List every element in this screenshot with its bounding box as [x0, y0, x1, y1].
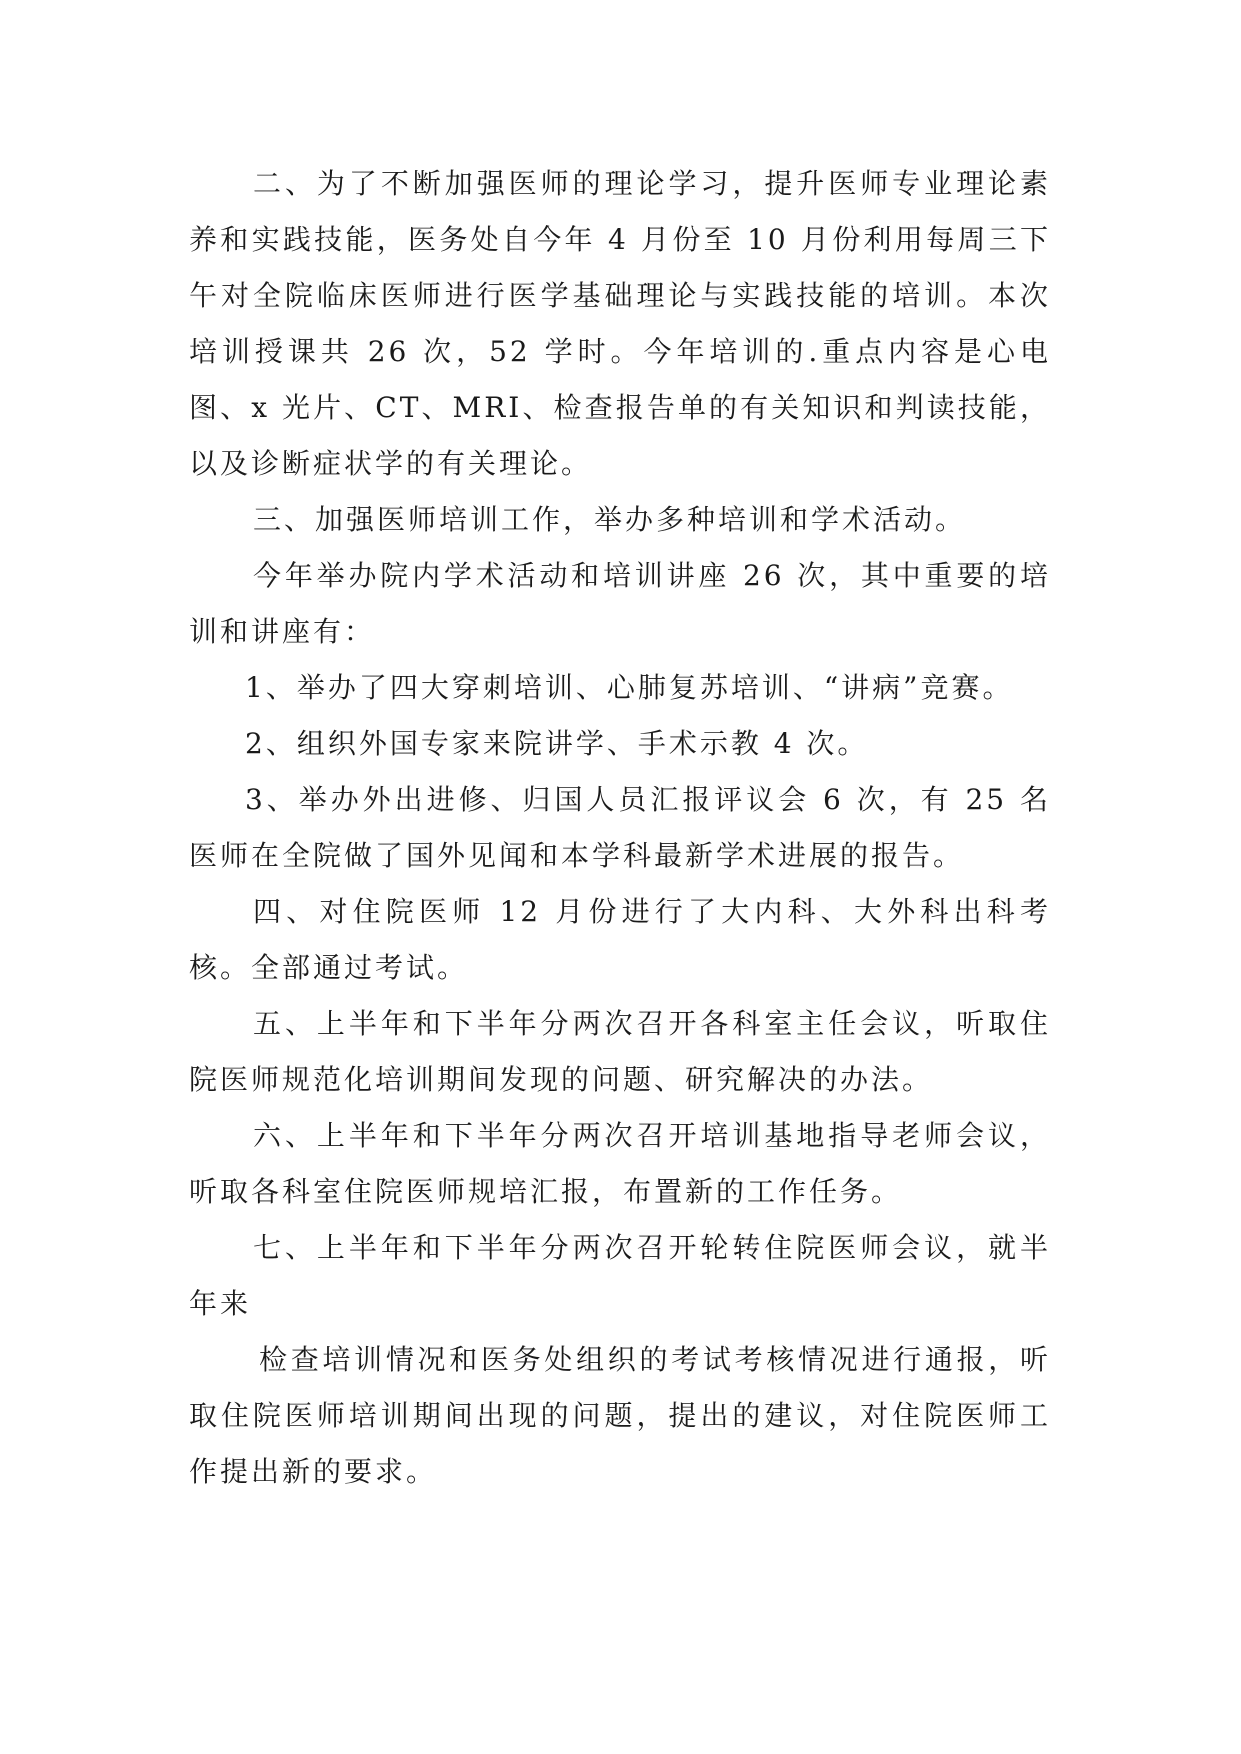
paragraph-4-assessment: 四、对住院医师 12 月份进行了大内科、大外科出科考核。全部通过考试。 [189, 895, 1051, 984]
paragraph-2-training-lectures: 二、为了不断加强医师的理论学习，提升医师专业理论素养和实践技能，医务处自今年 4 月份至 10 月份利用每周三下午对全院临床医师进行医学基础理论与实践技能的培训。本次培训授课共 26 次，52 学时。今年培训的.重点内容是心电图、x 光片、CT、MRI、检查报告单的有关知识和判读技能，以及诊断症状学的有关理论。 [189, 167, 1051, 480]
document-body [189, 156, 1051, 1500]
list-item-3: 3、举办外出进修、归国人员汇报评议会 6 次，有 25 名医师在全院做了国外见闻和本学科最新学术进展的报告。 [189, 783, 1051, 872]
list-item-2: 2、组织外国专家来院讲学、手术示教 4 次。 [245, 727, 869, 760]
paragraph-3-heading: 三、加强医师培训工作，举办多种培训和学术活动。 [253, 503, 967, 536]
paragraph-6-instructor-meetings: 六、上半年和下半年分两次召开培训基地指导老师会议，听取各科室住院医师规培汇报，布置新的工作任务。 [189, 1119, 1051, 1208]
paragraph-5-director-meetings: 五、上半年和下半年分两次召开各科室主任会议，听取住院医师规范化培训期间发现的问题、研究解决的办法。 [189, 1007, 1051, 1096]
paragraph-7-resident-meetings: 七、上半年和下半年分两次召开轮转住院医师会议，就半年来 [189, 1231, 1051, 1320]
list-item-1: 1、举办了四大穿刺培训、心肺复苏培训、“讲病”竞赛。 [245, 671, 1014, 704]
paragraph-inspection-report: 检查培训情况和医务处组织的考试考核情况进行通报，听取住院医师培训期间出现的问题，提出的建议，对住院医师工作提出新的要求。 [189, 1343, 1051, 1488]
paragraph-academic-activities: 今年举办院内学术活动和培训讲座 26 次，其中重要的培训和讲座有： [189, 559, 1051, 648]
